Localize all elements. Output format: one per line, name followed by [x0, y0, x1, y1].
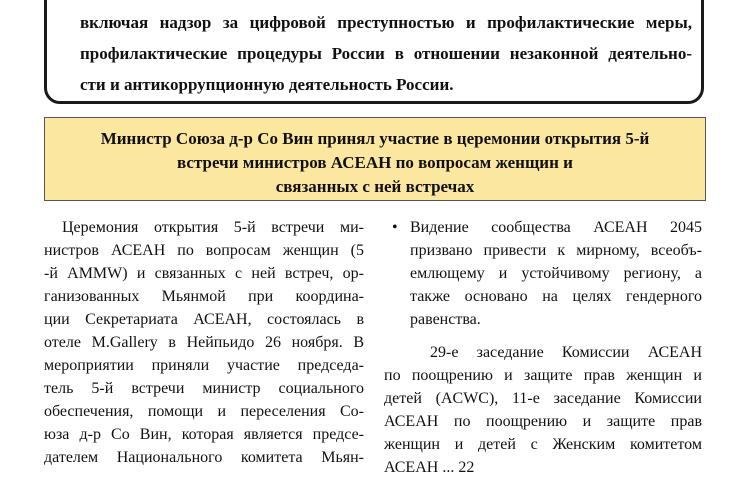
- right-column-line: по поощрению и защите прав женщин и: [384, 367, 702, 384]
- left-column-line: -й AMMW) и связанных с ней встреч, ор-: [44, 265, 364, 282]
- left-column-line: мероприятии приняли участие председа-: [44, 357, 364, 374]
- summary-line: включая надзор за цифровой преступностью и профилактические меры,: [80, 13, 692, 32]
- bullet-marker: •: [392, 219, 398, 236]
- right-column-line: АСЕАН по поощрению и защите прав: [384, 413, 702, 430]
- left-column-line: нистров АСЕАН по вопросам женщин (5: [44, 242, 364, 259]
- summary-line: профилактические процедуры России в отношении незаконной деятельно-: [80, 44, 692, 63]
- left-column-line: Церемония открытия 5-й встречи ми-: [62, 219, 364, 236]
- right-column-line: АСЕАН ... 22: [384, 459, 475, 476]
- right-column-line: женщин и детей с Женским комитетом: [384, 436, 702, 453]
- left-column-line: обеспечения, помощи и переселения Со-: [44, 403, 364, 420]
- bullet-line: Видение сообщества АСЕАН 2045: [410, 219, 702, 236]
- headline-line: связанных с ней встречах: [275, 177, 475, 196]
- right-column-line: детей (ACWC), 11-е заседание Комиссии: [384, 390, 702, 407]
- left-column-line: тель 5-й встречи министр социального: [44, 380, 364, 397]
- headline-line: Министр Союза д-р Со Вин принял участие в церемонии открытия 5-й: [100, 129, 650, 148]
- left-column-line: ции Секретариата АСЕАН, состоялась в: [44, 311, 364, 328]
- bullet-line: призвано привести к мирному, всеобъ-: [410, 242, 702, 259]
- summary-line: сти и антикоррупционную деятельность России.: [80, 75, 454, 94]
- left-column-line: юза д-р Со Вин, которая является предсе-: [44, 426, 364, 443]
- left-column-line: дателем Национального комитета Мьян-: [44, 449, 364, 466]
- headline-line: встречи министров АСЕАН по вопросам женщин и: [177, 153, 573, 172]
- right-column-line: 29-е заседание Комиссии АСЕАН: [430, 344, 702, 361]
- bullet-line: равенства.: [410, 311, 481, 328]
- left-column-line: ганизованных Мьянмой при координа-: [44, 288, 364, 305]
- left-column-line: отеле M.Gallery в Нейпьидо 26 ноября. В: [44, 334, 364, 351]
- bullet-line: также основано на целях гендерного: [410, 288, 702, 305]
- bullet-line: емлющему и устойчивому региону, а: [410, 265, 702, 282]
